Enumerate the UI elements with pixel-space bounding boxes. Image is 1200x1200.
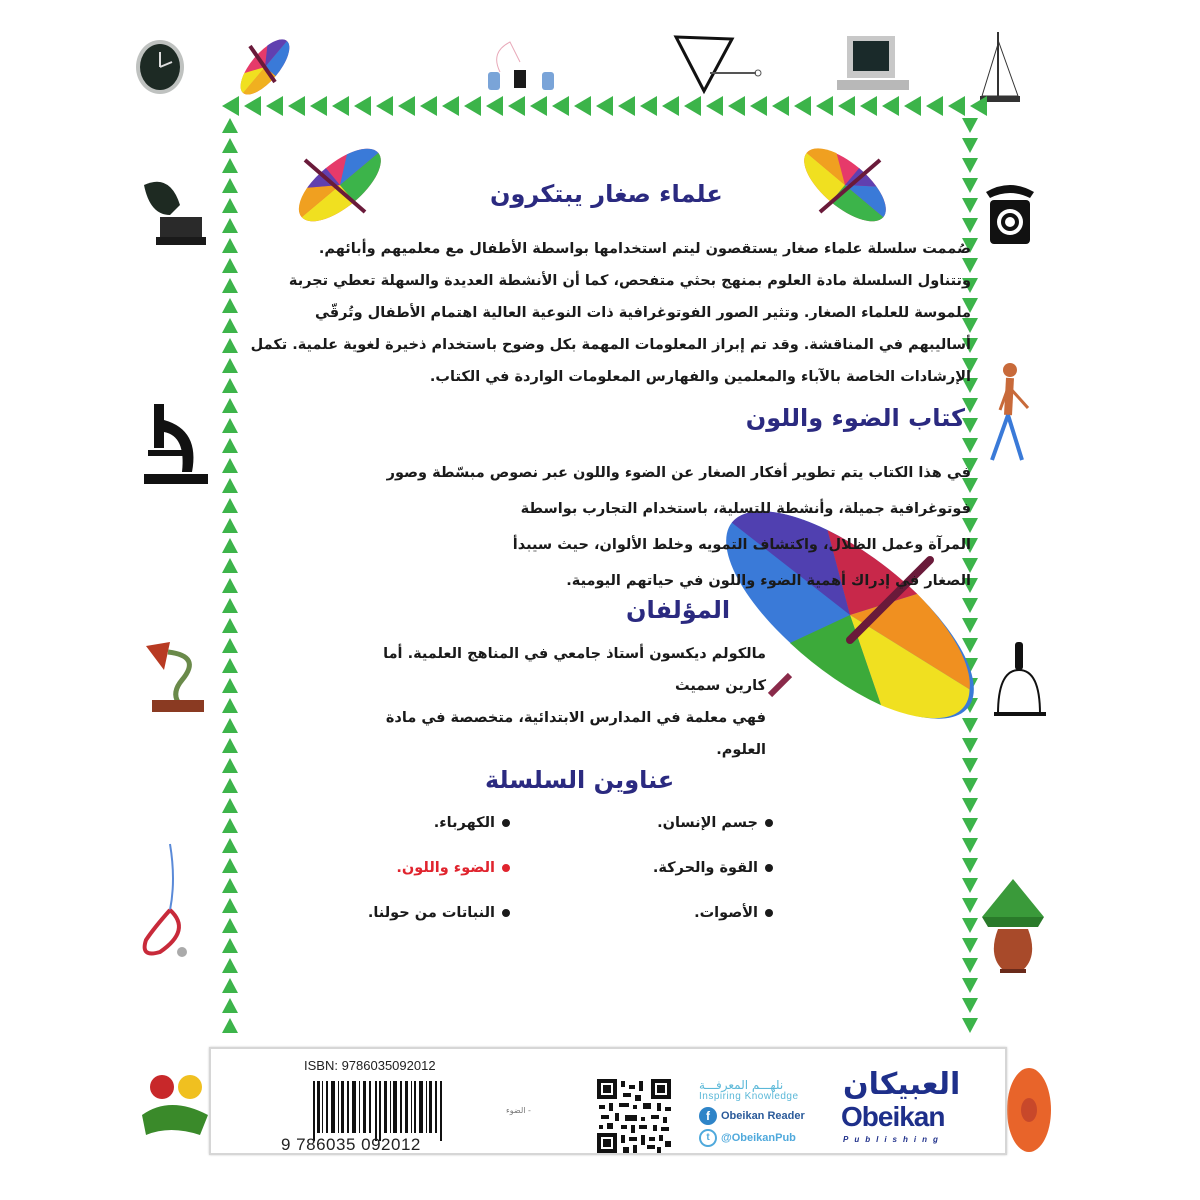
authors-desc-line: فهي معلمة في المدارس الابتدائية، متخصصة في مادة العلوم. <box>385 710 766 758</box>
border-triangle <box>962 198 978 213</box>
border-triangle <box>962 158 978 173</box>
book-title: كتاب الضوء واللون <box>745 404 965 432</box>
border-triangle <box>266 96 283 116</box>
border-triangle <box>962 218 978 233</box>
facebook-icon: f <box>699 1107 717 1125</box>
border-triangle <box>244 96 261 116</box>
series-intro-line: وتتناول السلسلة مادة العلوم بمنهج بحثي متفحص، كما أن الأنشطة العديدة والسهلة تعطي تجربة <box>288 273 971 289</box>
isbn-label: ISBN: 9786035092012 <box>304 1058 436 1073</box>
desk-lamp-icon <box>142 640 212 719</box>
series-item: الكهرباء. <box>434 815 510 831</box>
publisher-subtitle: Publishing <box>843 1135 944 1144</box>
border-triangle <box>222 318 238 333</box>
border-triangle <box>222 898 238 913</box>
border-triangle <box>442 96 459 116</box>
border-triangle <box>222 598 238 613</box>
border-triangle <box>222 238 238 253</box>
border-triangle <box>530 96 547 116</box>
border-triangle <box>838 96 855 116</box>
border-triangle <box>706 96 723 116</box>
series-item: القوة والحركة. <box>653 860 773 876</box>
border-triangle <box>222 218 238 233</box>
color-top-small-icon <box>225 38 305 100</box>
series-intro-line: ملموسة للعلماء الصغار. وتثير الصور الفوتوغرافية ذات النوعية العالية اهتمام الأطفال وتُرقّي <box>314 305 971 321</box>
border-triangle <box>222 778 238 793</box>
border-triangle <box>962 798 978 813</box>
border-triangle <box>222 578 238 593</box>
small-label: - الضوء <box>506 1106 531 1115</box>
tagline-english: Inspiring Knowledge <box>699 1091 799 1102</box>
border-triangle <box>222 978 238 993</box>
border-triangle <box>962 438 978 453</box>
computer-icon <box>833 34 913 96</box>
border-triangle <box>684 96 701 116</box>
authors-title: المؤلفان <box>626 596 731 624</box>
border-triangle <box>222 818 238 833</box>
border-triangle <box>222 738 238 753</box>
border-triangle <box>222 518 238 533</box>
color-top-left-icon <box>285 140 395 234</box>
border-triangle <box>222 278 238 293</box>
authors-desc-line: مالكولم ديكسون أستاذ جامعي في المناهج العلمية. أما كارين سميث <box>383 646 766 694</box>
triangle-instrument-icon <box>668 33 768 99</box>
border-triangle <box>222 618 238 633</box>
border-triangle <box>222 858 238 873</box>
border-triangle <box>222 458 238 473</box>
border-triangle <box>420 96 437 116</box>
border-triangle <box>222 138 238 153</box>
border-triangle <box>222 838 238 853</box>
bullet-icon <box>502 864 510 872</box>
border-triangle <box>962 898 978 913</box>
border-triangle <box>222 338 238 353</box>
book-desc-line: في هذا الكتاب يتم تطوير أفكار الصغار عن الضوء واللون عبر نصوص مبسّطة وصور <box>386 465 971 481</box>
tagline-arabic: نلهـــم المعرفـــة <box>699 1078 784 1092</box>
border-triangle <box>772 96 789 116</box>
border-triangle <box>962 978 978 993</box>
border-triangle <box>486 96 503 116</box>
series-list-title: عناوين السلسلة <box>485 766 675 794</box>
border-triangle <box>464 96 481 116</box>
book-description <box>246 455 971 599</box>
border-triangle <box>962 118 978 133</box>
border-triangle <box>596 96 613 116</box>
barcode-icon <box>313 1081 443 1141</box>
border-triangle <box>948 96 965 116</box>
bullet-icon <box>502 909 510 917</box>
series-intro <box>246 233 971 393</box>
footer-band <box>209 1047 1007 1155</box>
border-triangle <box>222 298 238 313</box>
border-triangle <box>962 138 978 153</box>
barcode-digits: 9 786035 092012 <box>281 1135 421 1154</box>
border-triangle <box>962 998 978 1013</box>
series-item-current: الضوء واللون. <box>396 860 510 876</box>
border-triangle <box>962 818 978 833</box>
border-triangle <box>310 96 327 116</box>
border-triangle <box>508 96 525 116</box>
microscope-icon <box>142 400 212 494</box>
bullet-icon <box>765 909 773 917</box>
border-triangle <box>662 96 679 116</box>
border-triangle <box>816 96 833 116</box>
border-triangle <box>618 96 635 116</box>
border-triangle <box>750 96 767 116</box>
series-item: الأصوات. <box>694 905 773 921</box>
gramophone-icon <box>140 175 210 259</box>
border-triangle <box>222 1018 238 1033</box>
qr-code-icon[interactable] <box>597 1079 671 1153</box>
twitter-icon: t <box>699 1129 717 1147</box>
walking-skeleton-icon <box>980 360 1040 474</box>
border-triangle <box>222 698 238 713</box>
border-triangle <box>222 118 238 133</box>
border-triangle <box>962 838 978 853</box>
border-triangle <box>574 96 591 116</box>
border-triangle <box>728 96 745 116</box>
border-top <box>222 96 992 116</box>
border-triangle <box>222 498 238 513</box>
flower-icon <box>1005 1065 1053 1159</box>
border-triangle <box>222 258 238 273</box>
border-triangle <box>222 198 238 213</box>
border-triangle <box>376 96 393 116</box>
border-triangle <box>222 998 238 1013</box>
bullet-icon <box>765 864 773 872</box>
border-triangle <box>552 96 569 116</box>
border-triangle <box>962 878 978 893</box>
vegetables-icon <box>140 1065 210 1144</box>
border-triangle <box>398 96 415 116</box>
border-triangle <box>962 778 978 793</box>
border-triangle <box>222 638 238 653</box>
lab-apparatus-icon <box>480 32 560 96</box>
book-desc-line: المرآة وعمل الظلال، واكتشاف التمويه وخلط الألوان، حيث سيبدأ <box>512 537 971 553</box>
border-triangle <box>970 96 987 116</box>
authors-description <box>346 638 766 766</box>
border-triangle <box>222 96 239 116</box>
series-intro-line: أساليبهم في المناقشة. وقد تم إبراز المعلومات المهمة بكل وضوح باستخدام ذخيرة لغوية علمية. تكمل <box>250 337 971 353</box>
wall-clock-icon <box>134 38 186 100</box>
border-triangle <box>222 878 238 893</box>
bullet-icon <box>765 819 773 827</box>
border-triangle <box>288 96 305 116</box>
border-triangle <box>222 178 238 193</box>
series-intro-line: صُممت سلسلة علماء صغار يستقصون ليتم استخدامها بواسطة الأطفال مع معلميهم وأبائهم. <box>318 241 971 257</box>
publisher-logo-english: Obeikan <box>841 1101 945 1132</box>
border-triangle <box>962 858 978 873</box>
border-triangle <box>222 538 238 553</box>
border-triangle <box>222 798 238 813</box>
border-triangle <box>222 478 238 493</box>
border-triangle <box>962 958 978 973</box>
border-triangle <box>962 1018 978 1033</box>
border-triangle <box>222 358 238 373</box>
book-desc-line: فوتوغرافية جميلة، وأنشطة للتسلية، باستخدام التجارب بواسطة <box>520 501 971 517</box>
facebook-link[interactable]: f Obeikan Reader <box>699 1107 805 1125</box>
border-triangle <box>222 678 238 693</box>
publisher-logo-arabic: العبيكان <box>843 1067 961 1102</box>
border-triangle <box>640 96 657 116</box>
border-triangle <box>332 96 349 116</box>
border-triangle <box>222 558 238 573</box>
border-triangle <box>962 738 978 753</box>
stethoscope-icon <box>140 840 200 964</box>
border-triangle <box>222 718 238 733</box>
border-triangle <box>222 158 238 173</box>
twitter-link[interactable]: t @ObeikanPub <box>699 1129 796 1147</box>
border-triangle <box>962 918 978 933</box>
border-triangle <box>962 758 978 773</box>
series-item: جسم الإنسان. <box>657 815 773 831</box>
telephone-icon <box>982 180 1038 252</box>
series-title: علماء صغار يبتكرون <box>490 180 723 208</box>
border-triangle <box>222 658 238 673</box>
border-triangle <box>926 96 943 116</box>
border-triangle <box>962 938 978 953</box>
series-item: النباتات من حولنا. <box>368 905 510 921</box>
book-desc-line: الصغار في إدراك أهمية الضوء واللون في حياتهم اليومية. <box>566 573 971 589</box>
border-triangle <box>882 96 899 116</box>
tiffany-lamp-icon <box>978 875 1048 979</box>
border-triangle <box>860 96 877 116</box>
border-triangle <box>222 758 238 773</box>
border-triangle <box>354 96 371 116</box>
series-intro-line: الإرشادات الخاصة بالآباء والمعلمين والفهارس المعلومات الواردة في الكتاب. <box>429 369 971 385</box>
border-triangle <box>904 96 921 116</box>
bullet-icon <box>502 819 510 827</box>
border-triangle <box>794 96 811 116</box>
border-triangle <box>222 938 238 953</box>
border-triangle <box>222 378 238 393</box>
border-triangle <box>222 398 238 413</box>
color-top-right-icon <box>790 140 900 234</box>
border-triangle <box>222 418 238 433</box>
border-triangle <box>222 958 238 973</box>
border-left <box>222 118 238 1038</box>
border-triangle <box>962 178 978 193</box>
border-triangle <box>222 438 238 453</box>
border-triangle <box>222 918 238 933</box>
